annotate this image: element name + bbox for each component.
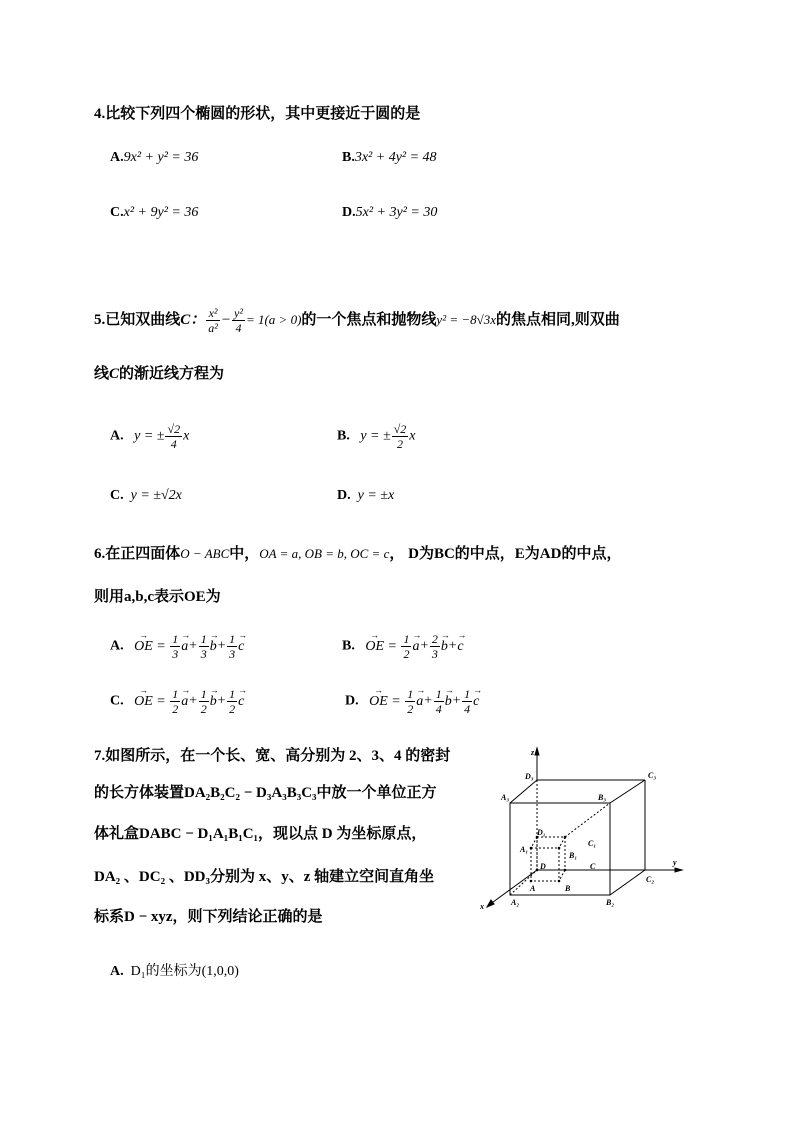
label-x: x xyxy=(480,902,484,911)
q4-option-d[interactable]: D.5x² + 3y² = 30 xyxy=(342,205,438,220)
figure-labels xyxy=(479,748,677,911)
label-C3: C₃ xyxy=(648,771,657,780)
label-A2: A₂ xyxy=(511,898,520,907)
q7-line2: 的长方体装置DA₂B₂C₂ − D₃A₃B₃C₃中放一个单位正方 xyxy=(94,785,437,801)
label-A3: A₃ xyxy=(501,793,510,802)
q5-stem-line2: 线C的渐近线方程为 xyxy=(94,366,225,382)
q6-stem: 6.在正四面体O − ABC中，OA = a, OB = b, OC = c， D为BC的中点，E为AD的中点， xyxy=(94,546,622,562)
q6-option-c[interactable]: C. → OE = $\frac{1}{2}$ → a+ $\frac{1}{2}$ → b+ $\frac{1}{2}$ → c xyxy=(110,687,244,716)
q5-option-c[interactable]: C. y = ±√2x xyxy=(110,488,182,503)
label-B3: B₃ xyxy=(598,793,607,802)
label-C2: C₂ xyxy=(646,875,655,884)
q6-option-b[interactable]: B. → OE = $\frac{1}{2}$ → a+ $\frac{2}{3}$ → b+→ c xyxy=(342,632,464,661)
label-B1: B₁ xyxy=(569,851,578,860)
q4-option-b[interactable]: B.3x² + 4y² = 48 xyxy=(342,150,437,165)
label-B: B xyxy=(565,884,571,893)
q4-stem: 4.比较下列四个椭圆的形状，其中更接近于圆的是 xyxy=(94,106,421,122)
q5-option-b[interactable]: B. y = ± $\frac{√2}{2}$ x xyxy=(337,422,416,451)
label-A: A xyxy=(530,884,536,893)
q6-option-a[interactable]: A. → OE = $\frac{1}{3}$ → a+ $\frac{1}{3}$ → b+ $\frac{1}{3}$ → c xyxy=(110,632,244,661)
hyperbola-term-x: $\frac{\text{x²}}{\text{a²}}$ xyxy=(208,306,218,335)
label-y: y xyxy=(673,858,677,867)
hyperbola-term-y: $\frac{\text{y²}}{4}$ xyxy=(234,306,243,335)
label-D3: D₃ xyxy=(525,772,534,781)
label-C1: C₁ xyxy=(588,839,597,848)
q7-line4: DA₂ 、DC₂ 、DD₃分别为 x、y、z 轴建立空间直角坐 xyxy=(94,869,435,885)
q5-stem: 5.已知双曲线C： $\frac{\text{x²}}{\text{a²}}$ − $\frac{\text{y²}}{4}$ = 1(a > 0)的一个焦点和抛物线y² = −8√3x的焦点相同,则双曲 xyxy=(94,306,620,335)
label-z: z xyxy=(531,748,535,757)
q5-option-a[interactable]: A. y = ± $\frac{√2}{4}$ x xyxy=(110,422,190,451)
coordinate-box-figure xyxy=(475,745,690,915)
q4-option-a[interactable]: A.9x² + y² = 36 xyxy=(110,150,199,165)
q6-option-d[interactable]: D. → OE = $\frac{1}{2}$ → a+ $\frac{1}{4}$ → b+ $\frac{1}{4}$ → c xyxy=(345,687,479,716)
label-D1: D₁ xyxy=(537,828,546,837)
label-D: D xyxy=(540,862,546,871)
label-B2: B₂ xyxy=(606,898,615,907)
label-C: C xyxy=(590,862,596,871)
q6-stem-line2: 则用a,b,c表示OE为 xyxy=(94,589,221,605)
q7-line1: 7.如图所示，在一个长、宽、高分别为 2、3、4 的密封 xyxy=(94,748,451,764)
q7-option-a[interactable]: A. D₁的坐标为(1,0,0) xyxy=(110,964,239,979)
q7-line3: 体礼盒DABC − D₁A₁B₁C₁，现以点 D 为坐标原点， xyxy=(94,826,427,842)
q5-option-d[interactable]: D. y = ±x xyxy=(337,488,395,503)
label-A1: A₁ xyxy=(520,845,529,854)
q7-line5: 标系D − xyz，则下列结论正确的是 xyxy=(94,909,323,925)
q4-option-c[interactable]: C.x² + 9y² = 36 xyxy=(110,205,199,220)
